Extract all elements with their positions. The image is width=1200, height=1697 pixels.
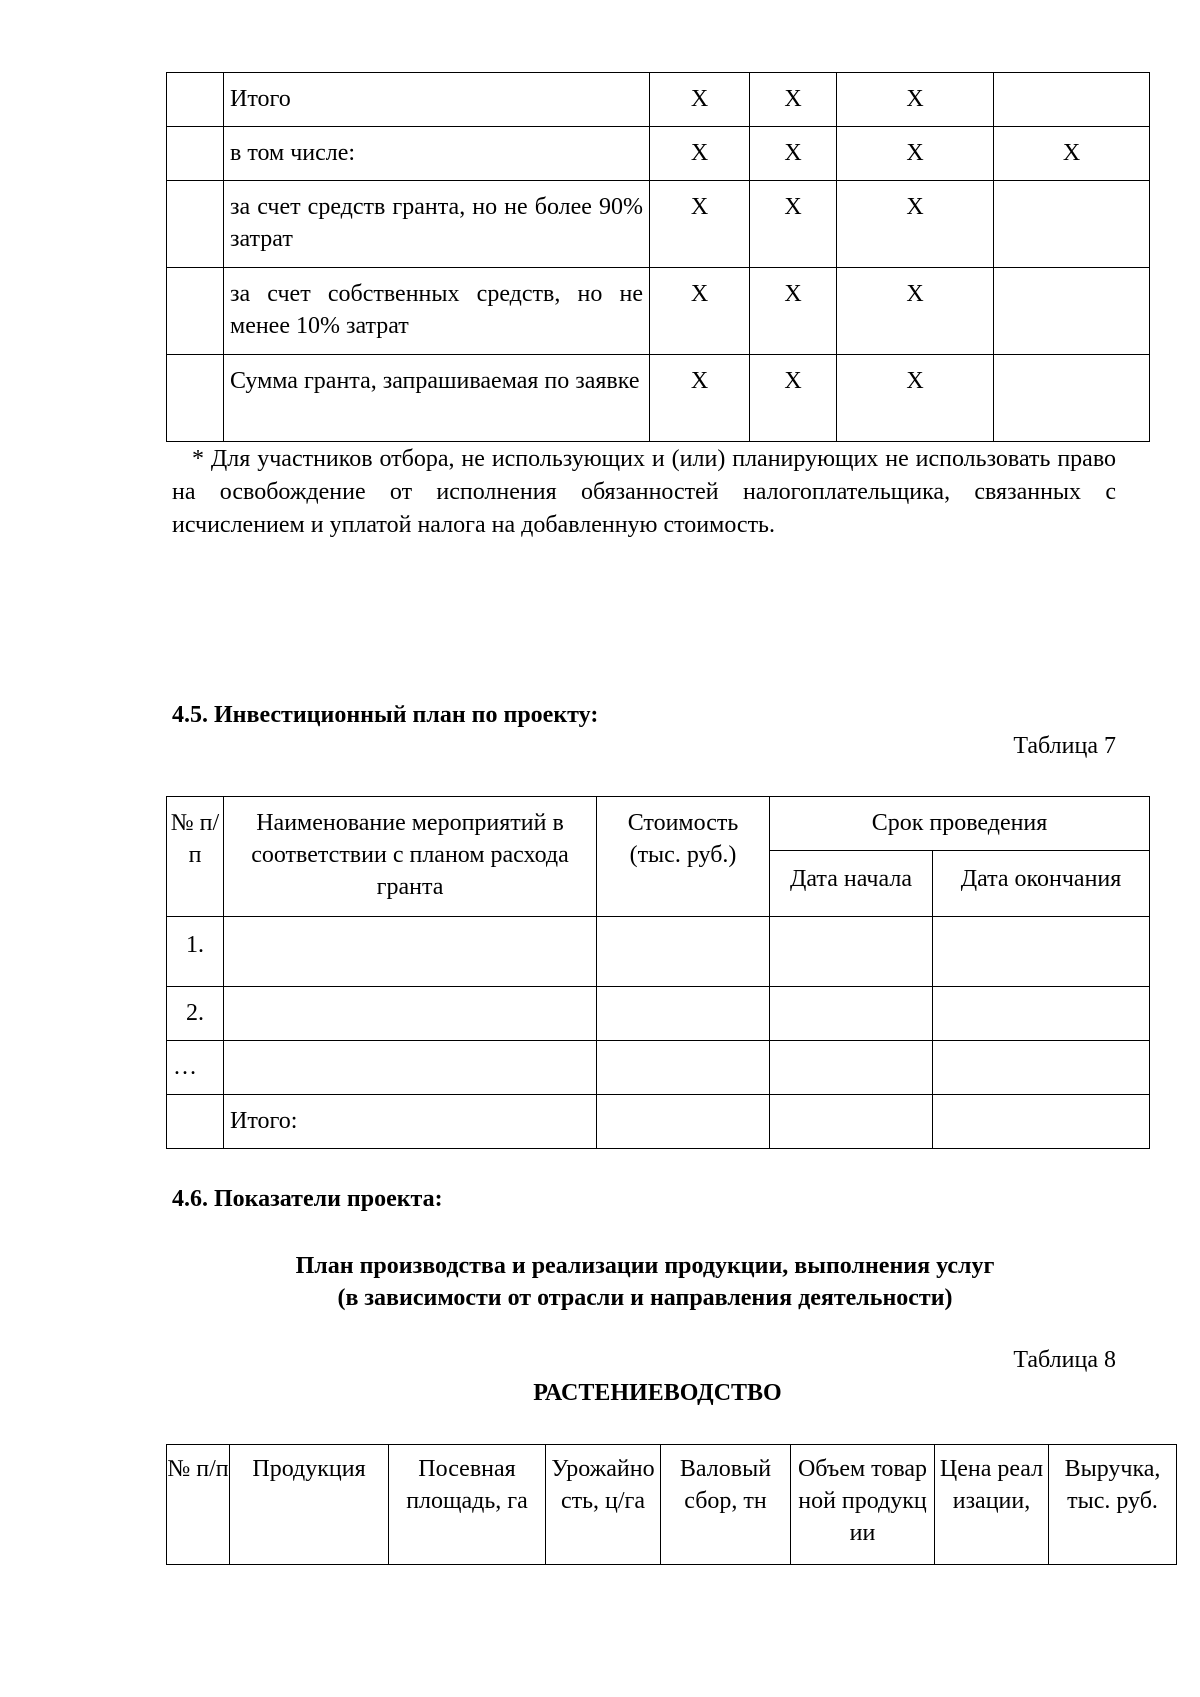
row-name	[224, 1041, 597, 1095]
row-cost	[597, 1095, 770, 1149]
row-end	[933, 1095, 1150, 1149]
x-mark: X	[750, 127, 837, 181]
row-number-cell	[167, 355, 224, 442]
header-activity-name: Наименование мероприятий в соответствии с планом расхода гранта	[224, 797, 597, 917]
crop-production-title: РАСТЕНИЕВОДСТВО	[533, 1380, 782, 1406]
table-8-label: Таблица 8	[1013, 1347, 1116, 1373]
row-number: 1.	[167, 917, 224, 987]
x-mark: X	[837, 355, 994, 442]
value-cell	[994, 268, 1150, 355]
x-mark: X	[837, 127, 994, 181]
row-number	[167, 1095, 224, 1149]
section-heading-4-6: 4.6. Показатели проекта:	[172, 1186, 443, 1212]
row-label: за счет собственных средств, но не менее 10% затрат	[224, 268, 650, 355]
row-label: Итого	[224, 73, 650, 127]
x-mark: X	[750, 73, 837, 127]
production-plan-title-line-1: План производства и реализации продукции, выполнения услуг	[295, 1253, 995, 1279]
row-label: в том числе:	[224, 127, 650, 181]
row-total-label: Итого:	[224, 1095, 597, 1149]
footnote: * Для участников отбора, не использующих и (или) планирующих не использовать право на освобождение от исполнения обязанностей налогоплательщика, связанных с исчислением и уплатой налога на добавленную стоимость.	[172, 446, 1116, 538]
value-cell	[994, 181, 1150, 268]
row-cost	[597, 1041, 770, 1095]
row-end	[933, 1041, 1150, 1095]
row-end	[933, 987, 1150, 1041]
row-name	[224, 917, 597, 987]
row-start	[770, 1041, 933, 1095]
row-name	[224, 987, 597, 1041]
x-mark: X	[650, 127, 750, 181]
header-start-date: Дата начала	[770, 851, 933, 917]
x-mark: X	[750, 355, 837, 442]
header-end-date: Дата окончания	[933, 851, 1150, 917]
header-revenue: Выручка, тыс. руб.	[1049, 1445, 1177, 1565]
header-sale-price: Цена реализации,	[935, 1445, 1049, 1565]
production-plan-title-line-2: (в зависимости от отрасли и направления деятельности)	[337, 1285, 953, 1311]
header-yield: Урожайность, ц/га	[546, 1445, 661, 1565]
row-number-cell	[167, 268, 224, 355]
row-number-cell	[167, 181, 224, 268]
x-mark: X	[650, 73, 750, 127]
crop-production-table	[166, 1444, 1177, 1565]
header-gross-harvest: Валовый сбор, тн	[661, 1445, 791, 1565]
row-cost	[597, 917, 770, 987]
production-plan-title	[140, 1250, 1150, 1314]
row-start	[770, 917, 933, 987]
section-heading-4-5: 4.5. Инвестиционный план по проекту:	[172, 702, 599, 728]
x-mark: X	[837, 73, 994, 127]
header-period: Срок проведения	[770, 797, 1150, 851]
row-number-cell	[167, 73, 224, 127]
summary-table	[166, 72, 1150, 442]
x-mark: X	[750, 268, 837, 355]
x-mark: X	[837, 181, 994, 268]
x-mark: X	[750, 181, 837, 268]
x-mark: X	[650, 181, 750, 268]
investment-plan-table	[166, 796, 1150, 1149]
x-mark: X	[837, 268, 994, 355]
header-commercial-volume: Объем товарной продукции	[791, 1445, 935, 1565]
x-mark: X	[994, 127, 1150, 181]
row-start	[770, 987, 933, 1041]
row-number: …	[167, 1041, 224, 1095]
x-mark: X	[650, 268, 750, 355]
row-label: за счет средств гранта, но не более 90% затрат	[224, 181, 650, 268]
header-cost: Стоимость (тыс. руб.)	[597, 797, 770, 917]
row-number: 2.	[167, 987, 224, 1041]
row-cost	[597, 987, 770, 1041]
header-number: № п/п	[167, 797, 224, 917]
row-end	[933, 917, 1150, 987]
x-mark: X	[650, 355, 750, 442]
value-cell	[994, 355, 1150, 442]
header-sown-area: Посевная площадь, га	[389, 1445, 546, 1565]
row-number-cell	[167, 127, 224, 181]
header-product: Продукция	[230, 1445, 389, 1565]
header-number: № п/п	[167, 1445, 230, 1565]
row-label: Сумма гранта, запрашиваемая по заявке	[224, 355, 650, 442]
table-7-label: Таблица 7	[1013, 733, 1116, 759]
row-start	[770, 1095, 933, 1149]
value-cell	[994, 73, 1150, 127]
